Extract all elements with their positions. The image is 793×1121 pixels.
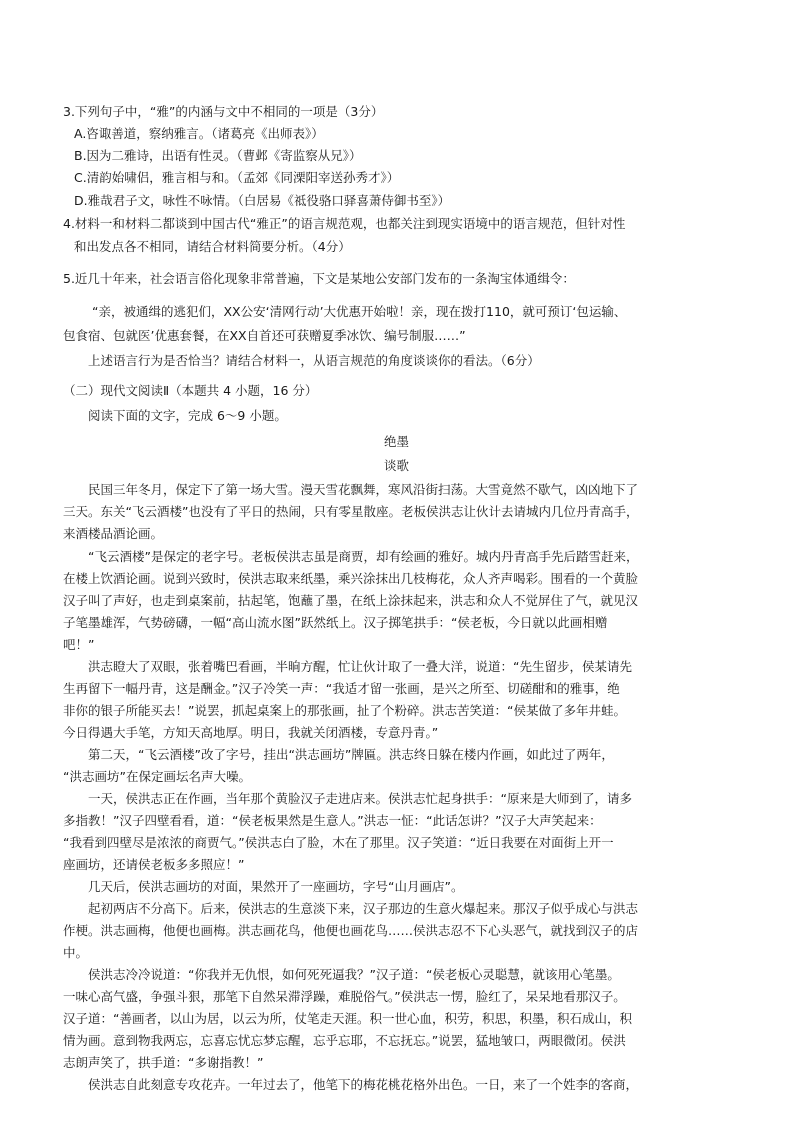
story-line: 来酒楼品酒论画。: [63, 526, 164, 541]
story-line: 在楼上饮酒论画。说到兴致时，侯洪志取来纸墨，乘兴涂抹出几枝梅花，众人齐声喝彩。围看的一个黄脸: [63, 571, 639, 586]
story-line: 侯洪志冷冷说道：“你我并无仇恨，如何死死逼我？”汉子道：“侯老板心灵聪慧，就该用心笔墨。: [88, 967, 620, 982]
story-title: 绝墨: [383, 434, 409, 449]
story-line: 一天，侯洪志正在作画，当年那个黄脸汉子走进店来。侯洪志忙起身拱手：“原来是大师到了，请多: [88, 791, 632, 806]
story-line: “飞云酒楼”是保定的老字号。老板侯洪志虽是商贾，却有绘画的雅好。城内丹青高手先后踏雪赶来，: [88, 549, 639, 564]
story-line: 汉子叫了声好，也走到桌案前，拈起笔，饱蘸了墨，在纸上涂抹起来，洪志和众人不觉屏住了气，就见汉: [63, 593, 639, 608]
story-line: 生再留下一幅丹青，这是酬金。”汉子冷笑一声：“我适才留一张画，是兴之所至、切磋酣和的雅事，绝: [63, 681, 620, 696]
story-line: 今日得遇大手笔，方知天高地厚。明日，我就关闭酒楼，专意丹青。”: [63, 725, 439, 740]
story-line: 起初两店不分高下。后来，侯洪志的生意淡下来，汉子那边的生意火爆起来。那汉子似乎成心与洪志: [88, 901, 639, 916]
story-line: 几天后，侯洪志画坊的对面，果然开了一座画坊，字号“山月画店”。: [88, 879, 464, 894]
story-line: 民国三年冬月，保定下了第一场大雪。漫天雪花飘舞，寒风沿街扫荡。大雪竟然不歇气，凶凶地下了: [88, 482, 639, 497]
story-line: 第二天，“飞云酒楼”改了字号，挂出“洪志画坊”牌匾。洪志终日躲在楼内作画，如此过了两年，: [88, 747, 614, 762]
story-line: 作梗。洪志画梅，他便也画梅。洪志画花鸟，他便也画花鸟……侯洪志忍不下心头恶气，就找到汉子的店: [63, 923, 639, 938]
question-3-option-a: A.咨诹善道，察纳雅言。（诸葛亮《出师表》）: [74, 126, 324, 141]
story-line: 三天。东关“飞云酒楼”也没有了平日的热闹，只有零星散座。老板侯洪志让伙计去请城内几位丹青高手，: [63, 504, 639, 519]
question-3-stem: 3.下列句子中，“雅”的内涵与文中不相同的一项是（3分）: [63, 104, 384, 119]
question-3-option-c: C.清韵始啸侣，雅言相与和。（孟郊《同溧阳宰送孙秀才》）: [74, 170, 400, 185]
story-line: “洪志画坊”在保定画坛名声大噪。: [63, 769, 251, 784]
story-line: 吧！”: [63, 637, 95, 652]
question-5-quote-line: 包食宿、包就医’优惠套餐，在XX自首还可获赠夏季冰饮、编号制服……”: [63, 328, 466, 343]
question-3-option-d: D.雅哉君子文，咏性不咏情。（白居易《祗役骆口驿喜萧侍御书至》）: [74, 193, 451, 208]
story-line: 侯洪志自此刻意专攻花卉。一年过去了，他笔下的梅花桃花格外出色。一日，来了一个姓李的客商，: [88, 1077, 639, 1092]
story-line: “我看到四壁尽是浓浓的商贾气。”侯洪志白了脸，木在了那里。汉子笑道：“近日我要在对面街上开一: [63, 835, 614, 850]
section-title: （二）现代文阅读Ⅱ（本题共 4 小题，16 分）: [63, 383, 318, 398]
question-5-quote-line: “亲，被通缉的逃犯们，XX公安‘清网行动’大优惠开始啦！亲，现在拨打110，就可预订‘包运输、: [92, 304, 627, 319]
question-5-stem: 5.近几十年来，社会语言俗化现象非常普遍，下文是某地公安部门发布的一条淘宝体通缉令：: [63, 271, 575, 286]
story-line: 中。: [63, 945, 89, 960]
story-line: 洪志瞪大了双眼，张着嘴巴看画，半晌方醒，忙让伙计取了一叠大洋，说道：“先生留步，侯某请先: [88, 659, 632, 674]
story-line: 情为画。意到物我两忘，忘喜忘忧忘梦忘醒，忘乎忘耶，不忘抚忘。”说罢，猛地皱口，两眼微闭。侯洪: [63, 1033, 626, 1048]
story-line: 非你的银子所能买去！”说罢，抓起桌案上的那张画，扯了个粉碎。洪志苦笑道：“侯某做了多年井蛙。: [63, 703, 626, 718]
story-line: 志朗声笑了，拱手道：“多谢指教！”: [63, 1055, 264, 1070]
question-4-line: 4.材料一和材料二都谈到中国古代“雅正”的语言规范观，也都关注到现实语境中的语言规范，但针对性: [63, 216, 626, 231]
story-line: 一味心高气盛，争强斗狠，那笔下自然呆滞浮躁，难脱俗气。”侯洪志一愣，脸红了，呆呆地看那汉子。: [63, 989, 626, 1004]
story-line: 座画坊，还请侯老板多多照应！”: [63, 857, 245, 872]
section-instruction: 阅读下面的文字，完成 6～9 小题。: [88, 408, 287, 423]
story-author: 谈歌: [383, 458, 409, 473]
story-line: 汉子道：“善画者，以山为居，以云为所，仗笔走天涯。积一世心血，积劳，积思，积墨，积石成山，积: [63, 1011, 632, 1026]
question-5-ask: 上述语言行为是否恰当？请结合材料一，从语言规范的角度谈谈你的看法。（6分）: [88, 353, 540, 368]
question-4-line: 和出发点各不相同，请结合材料简要分析。（4分）: [74, 239, 351, 254]
story-line: 多指教！”汉子四壁看看，道：“侯老板果然是生意人。”洪志一怔：“此话怎讲？”汉子大声笑起来：: [63, 813, 602, 828]
story-line: 子笔墨雄浑，气势磅礴，一幅“高山流水图”跃然纸上。汉子掷笔拱手：“侯老板，今日就以此画相赠: [63, 615, 608, 630]
question-3-option-b: B.因为二雅诗，出语有性灵。（曹邺《寄监察从兄》）: [74, 148, 362, 163]
